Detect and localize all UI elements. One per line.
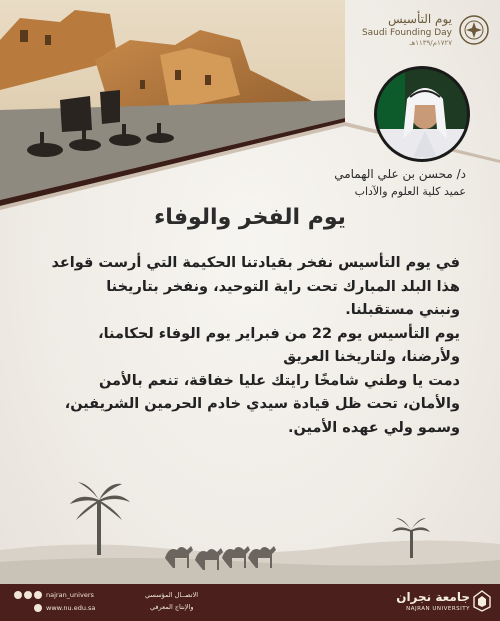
person-name: د/ محسن بن علي الهمامي xyxy=(334,167,466,181)
message-line: والأمان، تحت ظل قيادة سيدي خادم الحرمين الشريفين، xyxy=(64,396,460,412)
founding-day-title-en: Saudi Founding Day xyxy=(361,28,452,38)
dept-line-1: الاتصــال المؤسسي xyxy=(145,591,199,599)
founding-day-dates: ١٧٢٧م/١١٣٩هـ xyxy=(409,39,452,47)
instagram-icon[interactable] xyxy=(34,591,42,599)
message-line: ولأرضنا، ولتاريخنا العريق xyxy=(283,349,460,365)
message-line: دمت يا وطني شامخًا رايتك عليا خفاقة، تنعم بالأمن xyxy=(98,372,460,389)
dept-line-2: والإنتاج المعرفي xyxy=(150,603,194,611)
palm-tree-icon xyxy=(70,482,130,555)
person-photo xyxy=(377,69,467,159)
message-line: ونبني مستقبلنا. xyxy=(345,302,460,318)
person-role: عميد كلية العلوم والآداب xyxy=(354,185,466,198)
message-line: يوم التأسيس يوم 22 من فبراير يوم الوفاء لحكامنا، xyxy=(98,325,460,342)
social-handle[interactable]: najran_univers xyxy=(46,591,94,599)
twitter-icon[interactable] xyxy=(24,591,32,599)
university-name-en: NAJRAN UNIVERSITY xyxy=(406,606,470,612)
desert-scene xyxy=(0,470,500,585)
avatar xyxy=(374,66,470,162)
message-body xyxy=(40,252,460,440)
founding-day-title: يوم التأسيس xyxy=(387,12,452,26)
university-name: جامعة نجران xyxy=(396,590,470,604)
globe-icon xyxy=(34,604,42,612)
founding-day-emblem-icon xyxy=(458,14,490,46)
page-title: يوم الفخر والوفاء xyxy=(154,205,346,230)
message-line: هذا البلد المبارك تحت راية التوحيد، ونفخر بتاريخنا xyxy=(106,278,460,295)
message-line: وسمو ولي عهده الأمين. xyxy=(288,419,460,436)
website-link[interactable]: www.nu.edu.sa xyxy=(46,604,96,612)
social-media-icon[interactable] xyxy=(14,591,22,599)
message-line: في يوم التأسيس نفخر بقيادتنا الحكيمة التي أرست قواعد xyxy=(51,255,460,271)
university-emblem-icon xyxy=(472,589,492,613)
